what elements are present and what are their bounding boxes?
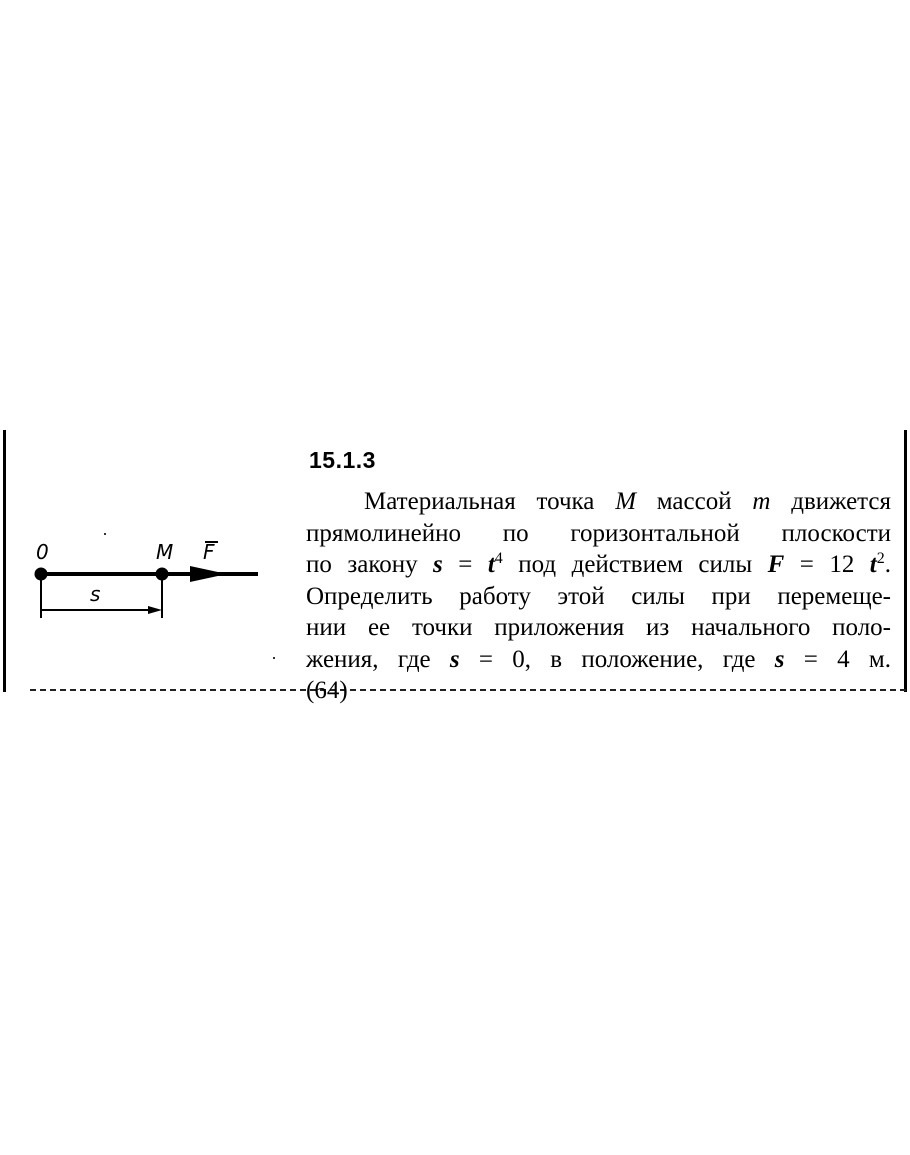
statement-line-1 xyxy=(306,486,891,518)
problem-number: 15.1.3 xyxy=(309,447,376,473)
motion-diagram-svg xyxy=(20,520,270,630)
statement-line-6 xyxy=(306,644,891,676)
answer-line xyxy=(306,675,891,707)
statement-line-5 xyxy=(306,612,891,644)
statement-line-2 xyxy=(306,518,891,550)
problem-statement xyxy=(306,486,891,707)
motion-diagram xyxy=(20,520,270,630)
var-f: F xyxy=(767,551,785,578)
text-run: движется xyxy=(770,488,891,515)
text-run: жения, где xyxy=(306,645,450,673)
var-s: s xyxy=(449,645,460,673)
exponent: 2 xyxy=(876,550,885,567)
right-border xyxy=(904,430,907,692)
text-run: . xyxy=(884,551,891,578)
text-run: = 4 м. xyxy=(784,645,892,673)
text-run: Определить работу этой силы при перемеще- xyxy=(306,582,891,610)
var-mass: m xyxy=(752,488,771,515)
text-run: = xyxy=(442,551,488,578)
exponent: 4 xyxy=(494,550,503,567)
var-t: t xyxy=(487,551,495,578)
var-t: t xyxy=(869,551,877,578)
var-s: s xyxy=(774,645,785,673)
statement-line-3 xyxy=(306,549,891,581)
text-run: по закону xyxy=(306,551,434,578)
origin-label: 0 xyxy=(36,540,49,564)
force-label: F xyxy=(203,540,215,564)
force-arrowhead xyxy=(190,566,227,582)
left-border xyxy=(3,430,6,692)
var-m-point: M xyxy=(615,488,637,515)
text-run: = 12 xyxy=(784,551,870,578)
point-m-label: M xyxy=(156,540,174,564)
answer: (64) xyxy=(306,677,348,704)
dimension-arrowhead xyxy=(148,606,162,614)
text-run: прямолинейно по горизонтальной плоскости xyxy=(306,519,891,547)
text-run: = 0, в положение, где xyxy=(459,645,775,673)
statement-line-4 xyxy=(306,581,891,613)
print-speck xyxy=(273,657,275,659)
text-run: Материальная точка xyxy=(364,488,616,515)
distance-label: s xyxy=(90,582,101,606)
text-run: массой xyxy=(636,488,753,515)
var-s: s xyxy=(433,551,443,578)
text-run: нии ее точки приложения из начального поло- xyxy=(306,614,891,641)
text-run: под действием силы xyxy=(502,551,768,578)
